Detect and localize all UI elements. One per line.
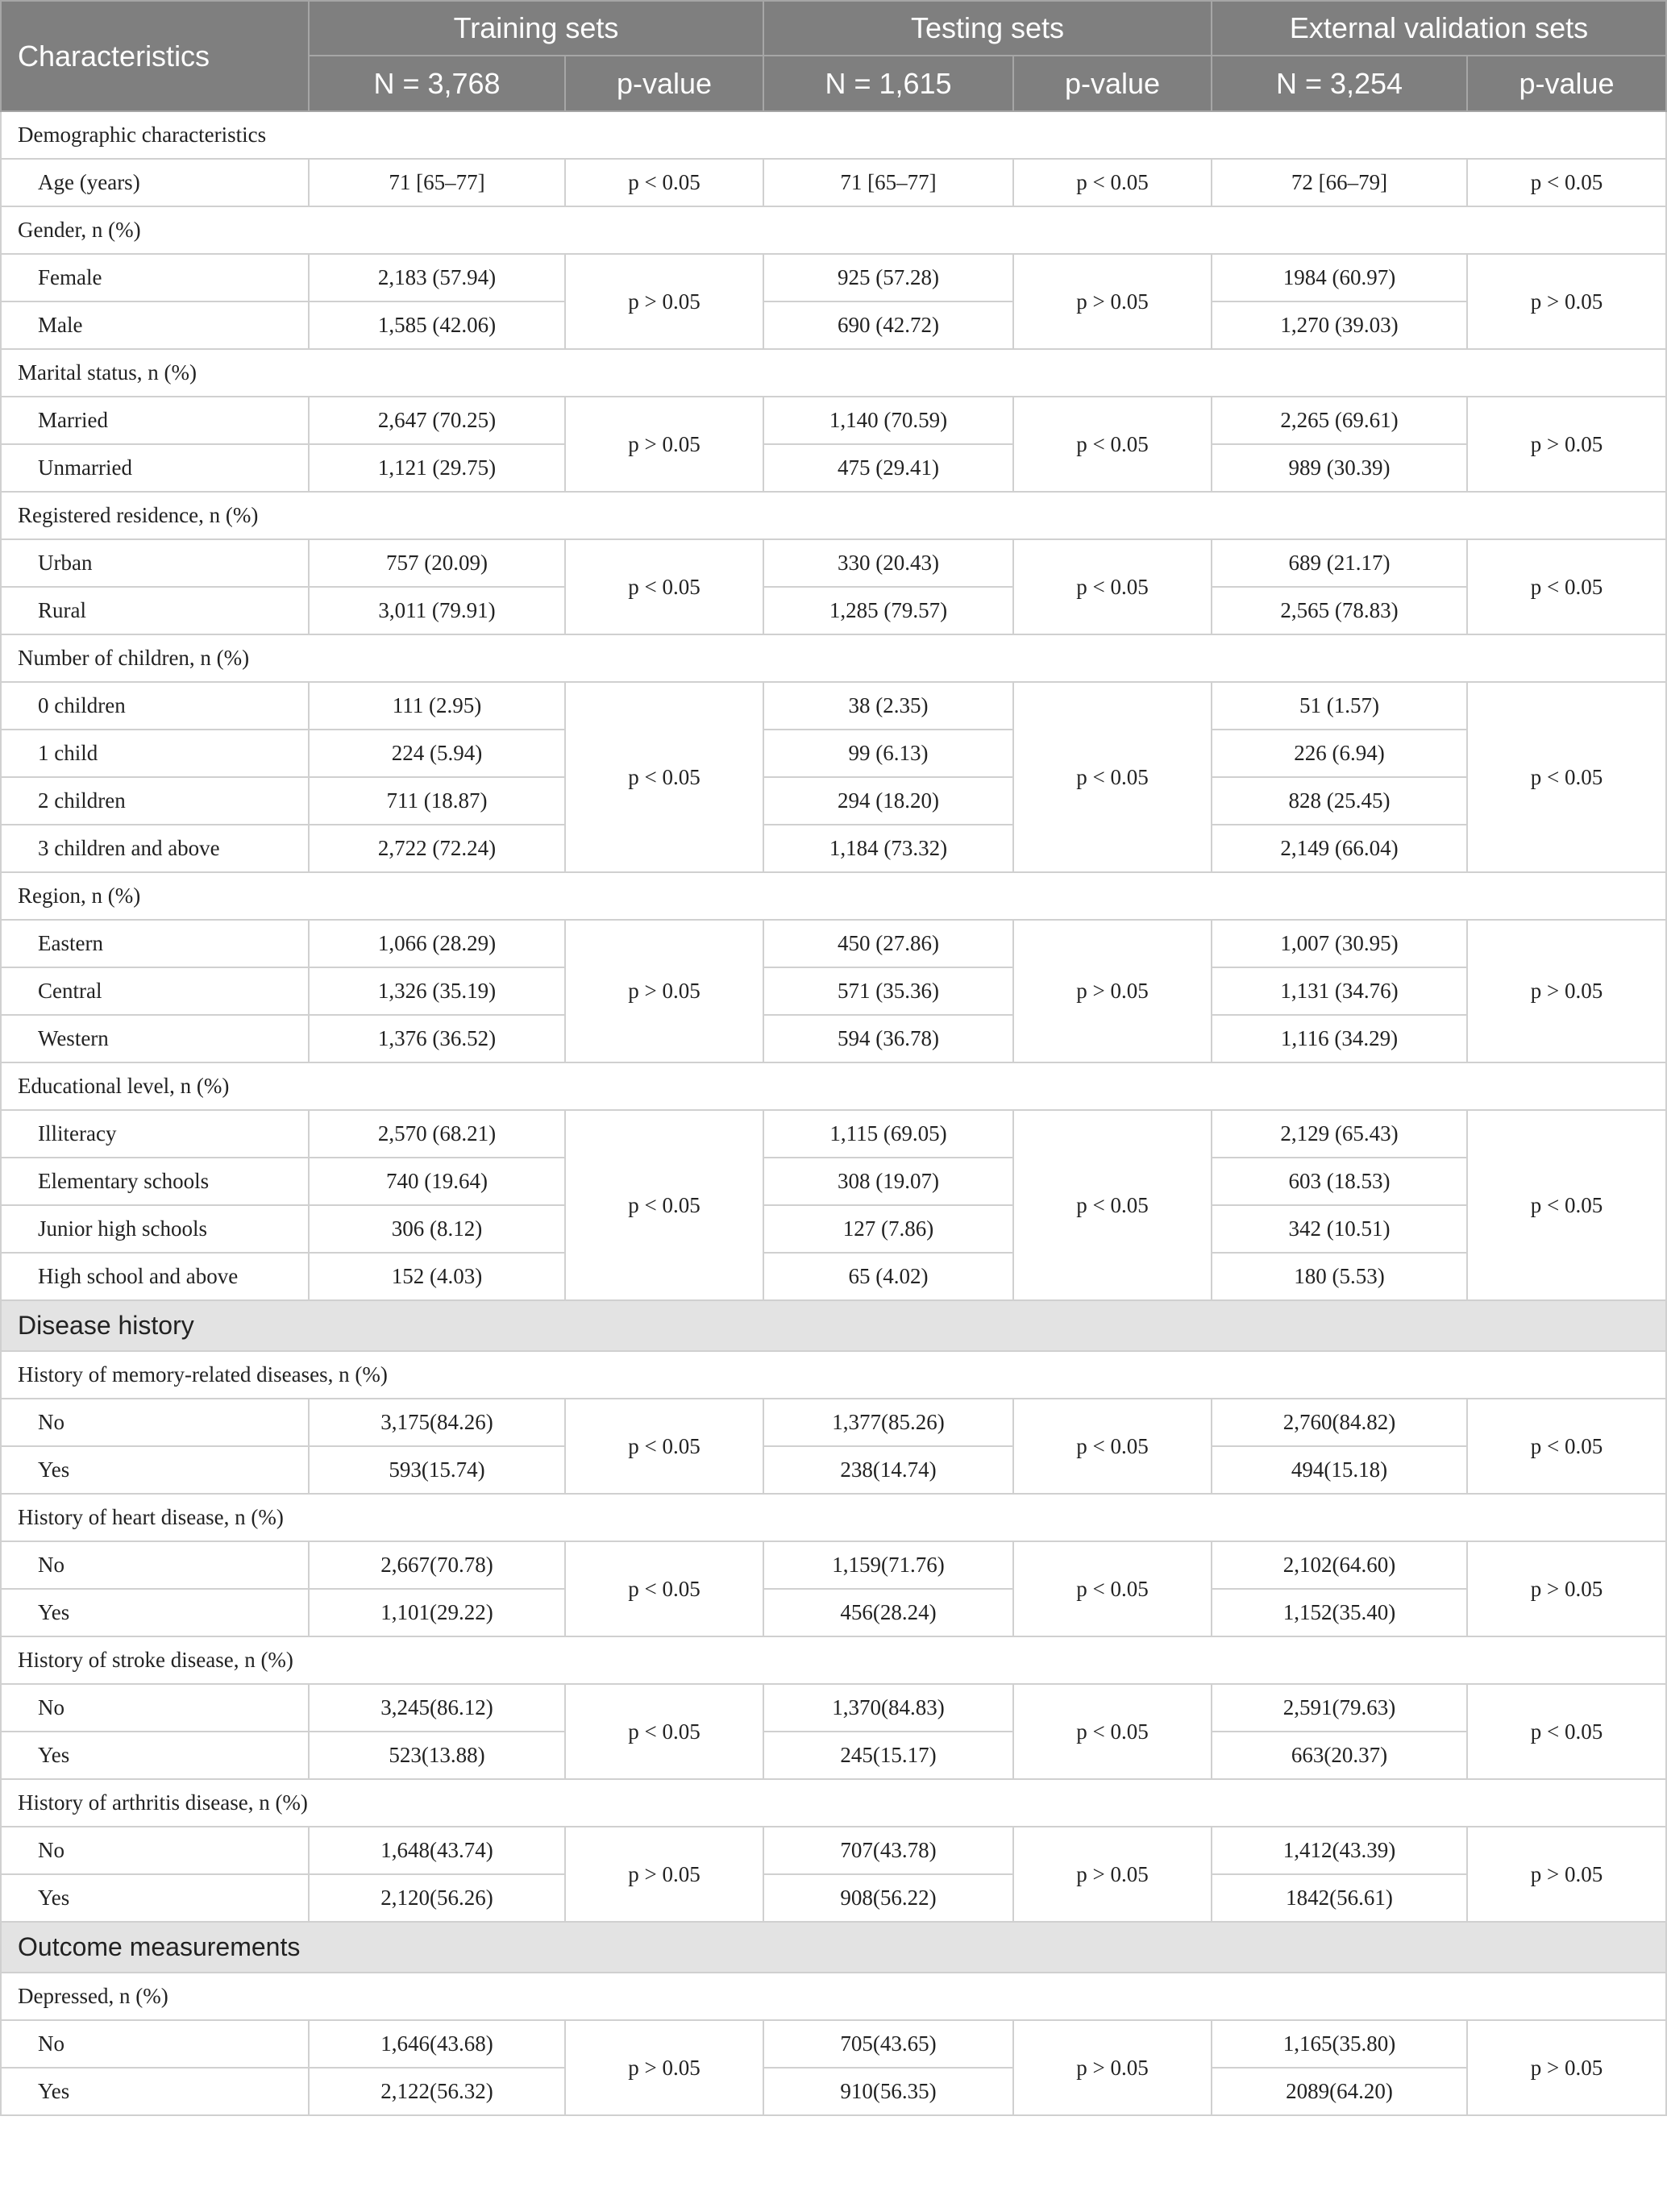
table-row xyxy=(1,444,1666,492)
category-row xyxy=(1,1062,1666,1110)
row-label: No xyxy=(1,1827,309,1874)
header-characteristics: Characteristics xyxy=(1,1,309,111)
value-cell: 2,591(79.63) xyxy=(1212,1684,1467,1732)
value-cell: 594 (36.78) xyxy=(763,1015,1013,1062)
category-label: Depressed, n (%) xyxy=(1,1973,1666,2020)
category-label: Demographic characteristics xyxy=(1,111,1666,159)
value-cell: 152 (4.03) xyxy=(309,1253,565,1300)
value-cell: 3,011 (79.91) xyxy=(309,587,565,634)
value-cell: 1842(56.61) xyxy=(1212,1874,1467,1922)
p-value-cell: p < 0.05 xyxy=(565,1399,763,1494)
category-label: Registered residence, n (%) xyxy=(1,492,1666,539)
value-cell: 456(28.24) xyxy=(763,1589,1013,1636)
category-label: Educational level, n (%) xyxy=(1,1062,1666,1110)
row-label: No xyxy=(1,1541,309,1589)
value-cell: 1,285 (79.57) xyxy=(763,587,1013,634)
value-cell: 757 (20.09) xyxy=(309,539,565,587)
value-cell: 593(15.74) xyxy=(309,1446,565,1494)
value-cell: 1,184 (73.32) xyxy=(763,825,1013,872)
row-label: Male xyxy=(1,301,309,349)
value-cell: 2,149 (66.04) xyxy=(1212,825,1467,872)
row-label: 1 child xyxy=(1,730,309,777)
p-value-cell: p < 0.05 xyxy=(1013,1684,1212,1779)
value-cell: 65 (4.02) xyxy=(763,1253,1013,1300)
value-cell: 1984 (60.97) xyxy=(1212,254,1467,301)
row-label: Illiteracy xyxy=(1,1110,309,1158)
header-external-n: N = 3,254 xyxy=(1212,56,1467,111)
value-cell: 1,131 (34.76) xyxy=(1212,967,1467,1015)
table-row xyxy=(1,2020,1666,2068)
category-row xyxy=(1,1779,1666,1827)
value-cell: 308 (19.07) xyxy=(763,1158,1013,1205)
value-cell: 238(14.74) xyxy=(763,1446,1013,1494)
value-cell: 1,270 (39.03) xyxy=(1212,301,1467,349)
category-row xyxy=(1,634,1666,682)
value-cell: 523(13.88) xyxy=(309,1732,565,1779)
value-cell: 342 (10.51) xyxy=(1212,1205,1467,1253)
value-cell: 306 (8.12) xyxy=(309,1205,565,1253)
value-cell: 494(15.18) xyxy=(1212,1446,1467,1494)
table-row xyxy=(1,1158,1666,1205)
header-row-groups xyxy=(1,1,1666,56)
row-label: No xyxy=(1,1684,309,1732)
value-cell: 330 (20.43) xyxy=(763,539,1013,587)
section-header-row xyxy=(1,1922,1666,1973)
category-label: Gender, n (%) xyxy=(1,206,1666,254)
value-cell: 925 (57.28) xyxy=(763,254,1013,301)
header-testing-sets: Testing sets xyxy=(763,1,1212,56)
category-label: Number of children, n (%) xyxy=(1,634,1666,682)
value-cell: 2,570 (68.21) xyxy=(309,1110,565,1158)
value-cell: 690 (42.72) xyxy=(763,301,1013,349)
p-value-cell: p < 0.05 xyxy=(1013,539,1212,634)
p-value-cell: p < 0.05 xyxy=(1467,1684,1666,1779)
p-value-cell: p < 0.05 xyxy=(1467,1399,1666,1494)
row-label: 2 children xyxy=(1,777,309,825)
value-cell: 51 (1.57) xyxy=(1212,682,1467,730)
value-cell: 72 [66–79] xyxy=(1212,159,1467,206)
category-row xyxy=(1,111,1666,159)
category-row xyxy=(1,206,1666,254)
p-value-cell: p > 0.05 xyxy=(1013,2020,1212,2115)
row-label: 3 children and above xyxy=(1,825,309,872)
table-row xyxy=(1,1399,1666,1446)
p-value-cell: p < 0.05 xyxy=(565,682,763,872)
section-header-row xyxy=(1,1300,1666,1351)
p-value-cell: p < 0.05 xyxy=(1013,397,1212,492)
row-label: Yes xyxy=(1,1874,309,1922)
value-cell: 2,102(64.60) xyxy=(1212,1541,1467,1589)
table-row xyxy=(1,1110,1666,1158)
value-cell: 740 (19.64) xyxy=(309,1158,565,1205)
value-cell: 127 (7.86) xyxy=(763,1205,1013,1253)
category-row xyxy=(1,872,1666,920)
value-cell: 71 [65–77] xyxy=(309,159,565,206)
value-cell: 2,760(84.82) xyxy=(1212,1399,1467,1446)
value-cell: 2,667(70.78) xyxy=(309,1541,565,1589)
table-row xyxy=(1,1205,1666,1253)
value-cell: 689 (21.17) xyxy=(1212,539,1467,587)
category-row xyxy=(1,1973,1666,2020)
value-cell: 603 (18.53) xyxy=(1212,1158,1467,1205)
table-row xyxy=(1,539,1666,587)
value-cell: 711 (18.87) xyxy=(309,777,565,825)
value-cell: 1,159(71.76) xyxy=(763,1541,1013,1589)
value-cell: 1,101(29.22) xyxy=(309,1589,565,1636)
table-row xyxy=(1,920,1666,967)
category-row xyxy=(1,349,1666,397)
table-row xyxy=(1,301,1666,349)
category-row xyxy=(1,1494,1666,1541)
p-value-cell: p < 0.05 xyxy=(1467,539,1666,634)
row-label: Unmarried xyxy=(1,444,309,492)
value-cell: 245(15.17) xyxy=(763,1732,1013,1779)
value-cell: 475 (29.41) xyxy=(763,444,1013,492)
header-training-n: N = 3,768 xyxy=(309,56,565,111)
table-row xyxy=(1,254,1666,301)
category-label: History of heart disease, n (%) xyxy=(1,1494,1666,1541)
header-external-p: p-value xyxy=(1467,56,1666,111)
p-value-cell: p < 0.05 xyxy=(565,1541,763,1636)
row-label: Rural xyxy=(1,587,309,634)
p-value-cell: p < 0.05 xyxy=(1013,1110,1212,1300)
value-cell: 1,377(85.26) xyxy=(763,1399,1013,1446)
section-title: Disease history xyxy=(1,1300,1666,1351)
category-label: History of memory-related diseases, n (%) xyxy=(1,1351,1666,1399)
p-value-cell: p < 0.05 xyxy=(565,1110,763,1300)
p-value-cell: p > 0.05 xyxy=(1013,1827,1212,1922)
value-cell: 828 (25.45) xyxy=(1212,777,1467,825)
row-label: Junior high schools xyxy=(1,1205,309,1253)
row-label: Yes xyxy=(1,1446,309,1494)
value-cell: 294 (18.20) xyxy=(763,777,1013,825)
row-label: No xyxy=(1,2020,309,2068)
table-row xyxy=(1,967,1666,1015)
p-value-cell: p < 0.05 xyxy=(1013,1399,1212,1494)
value-cell: 180 (5.53) xyxy=(1212,1253,1467,1300)
header-training-sets: Training sets xyxy=(309,1,763,56)
value-cell: 908(56.22) xyxy=(763,1874,1013,1922)
p-value-cell: p > 0.05 xyxy=(1467,397,1666,492)
value-cell: 99 (6.13) xyxy=(763,730,1013,777)
value-cell: 571 (35.36) xyxy=(763,967,1013,1015)
value-cell: 707(43.78) xyxy=(763,1827,1013,1874)
row-label: Age (years) xyxy=(1,159,309,206)
header-testing-n: N = 1,615 xyxy=(763,56,1013,111)
table-row xyxy=(1,1827,1666,1874)
category-row xyxy=(1,1636,1666,1684)
category-label: Region, n (%) xyxy=(1,872,1666,920)
value-cell: 2,565 (78.83) xyxy=(1212,587,1467,634)
table-row xyxy=(1,1253,1666,1300)
p-value-cell: p > 0.05 xyxy=(1467,2020,1666,2115)
value-cell: 910(56.35) xyxy=(763,2068,1013,2115)
table-row xyxy=(1,1732,1666,1779)
category-label: Marital status, n (%) xyxy=(1,349,1666,397)
value-cell: 1,066 (28.29) xyxy=(309,920,565,967)
value-cell: 2,120(56.26) xyxy=(309,1874,565,1922)
table-row xyxy=(1,2068,1666,2115)
table-row xyxy=(1,1874,1666,1922)
p-value-cell: p > 0.05 xyxy=(1013,920,1212,1062)
row-label: No xyxy=(1,1399,309,1446)
value-cell: 111 (2.95) xyxy=(309,682,565,730)
value-cell: 1,152(35.40) xyxy=(1212,1589,1467,1636)
p-value-cell: p < 0.05 xyxy=(565,539,763,634)
table-row xyxy=(1,777,1666,825)
table-row xyxy=(1,1541,1666,1589)
table-row xyxy=(1,397,1666,444)
row-label: Central xyxy=(1,967,309,1015)
table-row xyxy=(1,730,1666,777)
value-cell: 2,129 (65.43) xyxy=(1212,1110,1467,1158)
value-cell: 1,326 (35.19) xyxy=(309,967,565,1015)
row-label: Elementary schools xyxy=(1,1158,309,1205)
row-label: High school and above xyxy=(1,1253,309,1300)
value-cell: 1,140 (70.59) xyxy=(763,397,1013,444)
value-cell: 1,370(84.83) xyxy=(763,1684,1013,1732)
p-value-cell: p > 0.05 xyxy=(565,397,763,492)
value-cell: 2,647 (70.25) xyxy=(309,397,565,444)
table-row xyxy=(1,1446,1666,1494)
category-label: History of stroke disease, n (%) xyxy=(1,1636,1666,1684)
p-value-cell: p < 0.05 xyxy=(1013,1541,1212,1636)
p-value-cell: p < 0.05 xyxy=(565,159,763,206)
row-label: Eastern xyxy=(1,920,309,967)
header-testing-p: p-value xyxy=(1013,56,1212,111)
row-label: Yes xyxy=(1,2068,309,2115)
value-cell: 2089(64.20) xyxy=(1212,2068,1467,2115)
row-label: Urban xyxy=(1,539,309,587)
value-cell: 226 (6.94) xyxy=(1212,730,1467,777)
table-row xyxy=(1,587,1666,634)
p-value-cell: p > 0.05 xyxy=(1467,254,1666,349)
category-row xyxy=(1,492,1666,539)
value-cell: 2,183 (57.94) xyxy=(309,254,565,301)
value-cell: 989 (30.39) xyxy=(1212,444,1467,492)
value-cell: 450 (27.86) xyxy=(763,920,1013,967)
value-cell: 1,648(43.74) xyxy=(309,1827,565,1874)
value-cell: 1,115 (69.05) xyxy=(763,1110,1013,1158)
p-value-cell: p > 0.05 xyxy=(565,2020,763,2115)
p-value-cell: p < 0.05 xyxy=(1013,159,1212,206)
p-value-cell: p < 0.05 xyxy=(1467,682,1666,872)
p-value-cell: p > 0.05 xyxy=(565,1827,763,1922)
row-label: Yes xyxy=(1,1732,309,1779)
value-cell: 1,412(43.39) xyxy=(1212,1827,1467,1874)
row-label: Female xyxy=(1,254,309,301)
value-cell: 1,116 (34.29) xyxy=(1212,1015,1467,1062)
table-row xyxy=(1,1684,1666,1732)
p-value-cell: p < 0.05 xyxy=(1013,682,1212,872)
row-label: 0 children xyxy=(1,682,309,730)
value-cell: 71 [65–77] xyxy=(763,159,1013,206)
p-value-cell: p > 0.05 xyxy=(1467,1541,1666,1636)
header-training-p: p-value xyxy=(565,56,763,111)
value-cell: 38 (2.35) xyxy=(763,682,1013,730)
row-label: Married xyxy=(1,397,309,444)
category-label: History of arthritis disease, n (%) xyxy=(1,1779,1666,1827)
table-row xyxy=(1,682,1666,730)
value-cell: 2,265 (69.61) xyxy=(1212,397,1467,444)
value-cell: 1,585 (42.06) xyxy=(309,301,565,349)
value-cell: 663(20.37) xyxy=(1212,1732,1467,1779)
p-value-cell: p > 0.05 xyxy=(565,254,763,349)
table-row xyxy=(1,825,1666,872)
section-title: Outcome measurements xyxy=(1,1922,1666,1973)
header-external-validation-sets: External validation sets xyxy=(1212,1,1666,56)
p-value-cell: p > 0.05 xyxy=(1467,1827,1666,1922)
p-value-cell: p > 0.05 xyxy=(1013,254,1212,349)
p-value-cell: p < 0.05 xyxy=(1467,159,1666,206)
value-cell: 1,121 (29.75) xyxy=(309,444,565,492)
row-label: Yes xyxy=(1,1589,309,1636)
value-cell: 1,165(35.80) xyxy=(1212,2020,1467,2068)
value-cell: 2,122(56.32) xyxy=(309,2068,565,2115)
value-cell: 3,175(84.26) xyxy=(309,1399,565,1446)
p-value-cell: p < 0.05 xyxy=(565,1684,763,1779)
table-body xyxy=(1,111,1666,2115)
value-cell: 705(43.65) xyxy=(763,2020,1013,2068)
p-value-cell: p < 0.05 xyxy=(1467,1110,1666,1300)
value-cell: 2,722 (72.24) xyxy=(309,825,565,872)
value-cell: 1,376 (36.52) xyxy=(309,1015,565,1062)
p-value-cell: p > 0.05 xyxy=(1467,920,1666,1062)
value-cell: 1,007 (30.95) xyxy=(1212,920,1467,967)
table-row xyxy=(1,1589,1666,1636)
value-cell: 3,245(86.12) xyxy=(309,1684,565,1732)
value-cell: 1,646(43.68) xyxy=(309,2020,565,2068)
category-row xyxy=(1,1351,1666,1399)
table-row xyxy=(1,159,1666,206)
row-label: Western xyxy=(1,1015,309,1062)
table-row xyxy=(1,1015,1666,1062)
p-value-cell: p > 0.05 xyxy=(565,920,763,1062)
value-cell: 224 (5.94) xyxy=(309,730,565,777)
